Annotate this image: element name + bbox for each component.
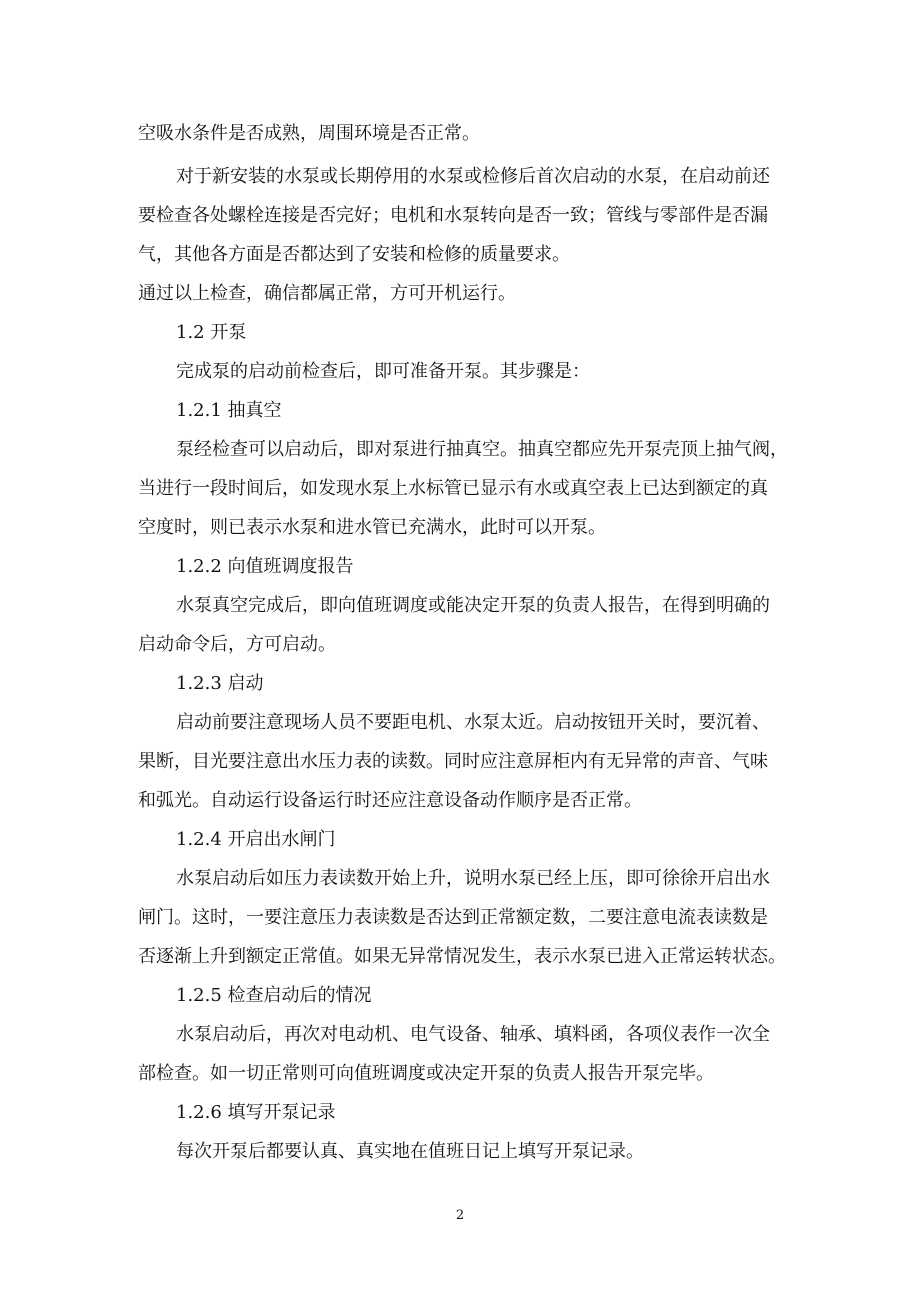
section-heading: 1.2 开泵 (176, 322, 247, 343)
section-heading: 1.2.4 开启出水闸门 (176, 829, 336, 850)
paragraph-line: 水泵启动后如压力表读数开始上升，说明水泵已经上压，即可徐徐开启出水 (176, 868, 770, 889)
paragraph-line: 空度时，则已表示水泵和进水管已充满水，此时可以开泵。 (138, 517, 606, 538)
section-heading: 1.2.1 抽真空 (176, 400, 282, 421)
paragraph-line: 每次开泵后都要认真、真实地在值班日记上填写开泵记录。 (176, 1141, 644, 1162)
paragraph-line: 对于新安装的水泵或长期停用的水泵或检修后首次启动的水泵，在启动前还 (176, 166, 770, 187)
section-heading: 1.2.6 填写开泵记录 (176, 1102, 336, 1123)
section-heading: 1.2.2 向值班调度报告 (176, 556, 354, 577)
section-heading: 1.2.3 启动 (176, 673, 264, 694)
paragraph-line: 通过以上检查，确信都属正常，方可开机运行。 (138, 283, 516, 304)
paragraph-line: 空吸水条件是否成熟，周围环境是否正常。 (138, 123, 480, 144)
paragraph-line: 和弧光。自动运行设备运行时还应注意设备动作顺序是否正常。 (138, 790, 642, 811)
paragraph-line: 闸门。这时，一要注意压力表读数是否达到正常额定数，二要注意电流表读数是 (138, 907, 768, 928)
paragraph-line: 启动命令后，方可启动。 (138, 634, 336, 655)
section-heading: 1.2.5 检查启动后的情况 (176, 985, 372, 1006)
paragraph-line: 启动前要注意现场人员不要距电机、水泵太近。启动按钮开关时，要沉着、 (176, 712, 770, 733)
paragraph-line: 水泵启动后，再次对电动机、电气设备、轴承、填料函，各项仪表作一次全 (176, 1024, 770, 1045)
paragraph-line: 果断，目光要注意出水压力表的读数。同时应注意屏柜内有无异常的声音、气味 (138, 751, 768, 772)
page-number: 2 (455, 1208, 465, 1223)
paragraph-line: 气，其他各方面是否都达到了安装和检修的质量要求。 (138, 244, 570, 265)
paragraph-line: 部检查。如一切正常则可向值班调度或决定开泵的负责人报告开泵完毕。 (138, 1063, 714, 1084)
paragraph-line: 泵经检查可以启动后，即对泵进行抽真空。抽真空都应先开泵壳顶上抽气阀， (176, 439, 788, 460)
paragraph-line: 当进行一段时间后，如发现水泵上水标管已显示有水或真空表上已达到额定的真 (138, 478, 768, 499)
paragraph-line: 水泵真空完成后，即向值班调度或能决定开泵的负责人报告，在得到明确的 (176, 595, 770, 616)
paragraph-line: 完成泵的启动前检查后，即可准备开泵。其步骤是： (176, 361, 590, 382)
paragraph-line: 否逐渐上升到额定正常值。如果无异常情况发生，表示水泵已进入正常运转状态。 (138, 946, 786, 967)
paragraph-line: 要检查各处螺栓连接是否完好；电机和水泵转向是否一致；管线与零部件是否漏 (138, 205, 768, 226)
